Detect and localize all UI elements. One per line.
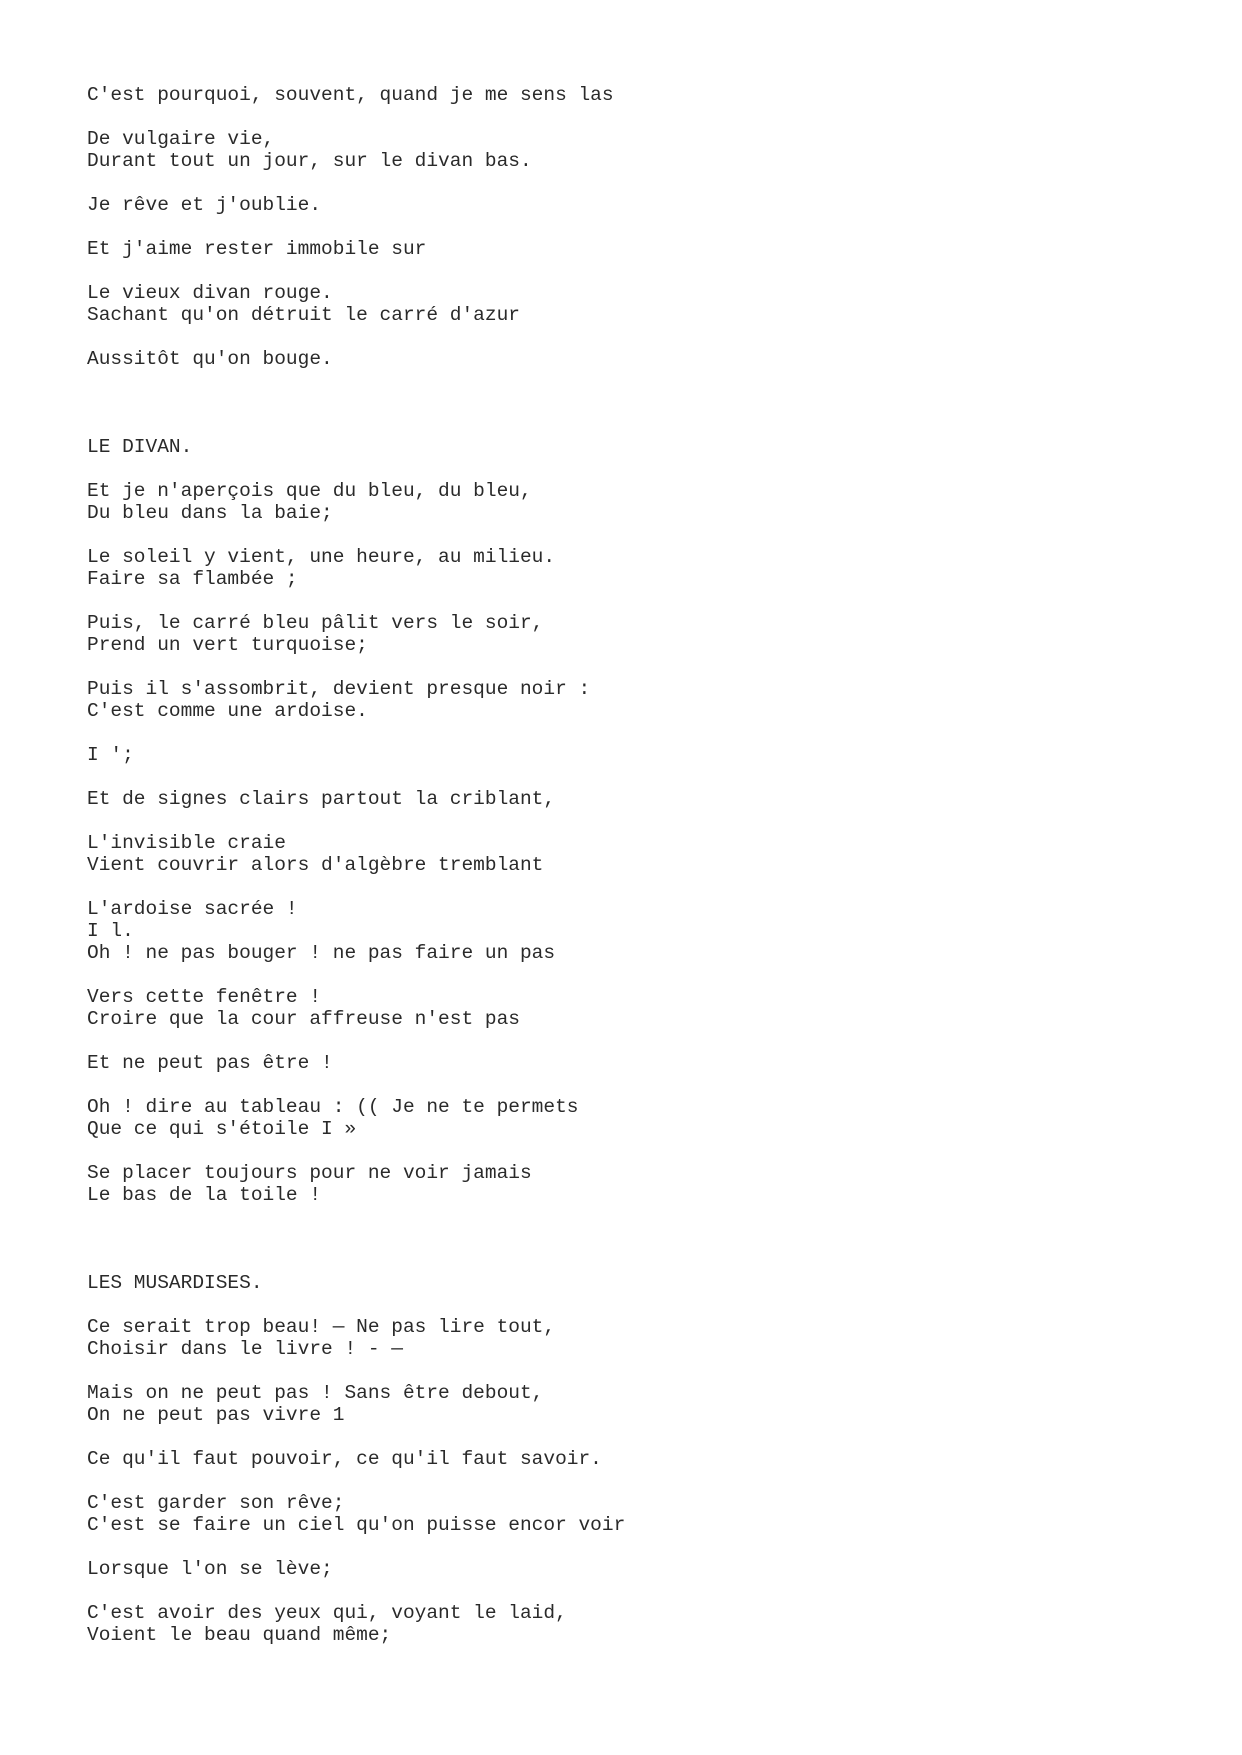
heading-text: LE DIVAN. xyxy=(87,436,193,458)
stanza xyxy=(87,1602,1187,1646)
stanza-gap xyxy=(87,458,1187,480)
stanza-gap xyxy=(87,590,1187,612)
verse-line: Que ce qui s'étoile I » xyxy=(87,1118,357,1140)
stanza xyxy=(87,1492,1187,1536)
stanza xyxy=(87,348,1187,370)
stanza-gap xyxy=(87,964,1187,986)
stanza-gap xyxy=(87,1580,1187,1602)
verse-line: Vient couvrir alors d'algèbre tremblant xyxy=(87,854,544,876)
stanza xyxy=(87,678,1187,722)
verse-line: Voient le beau quand même; xyxy=(87,1624,392,1646)
section-break xyxy=(87,370,1187,436)
stanza xyxy=(87,480,1187,524)
stanza xyxy=(87,744,1187,766)
stanza xyxy=(87,612,1187,656)
stanza xyxy=(87,788,1187,810)
verse-line: Ce serait trop beau! — Ne pas lire tout, xyxy=(87,1316,556,1338)
verse-line: Ce qu'il faut pouvoir, ce qu'il faut savoir. xyxy=(87,1448,602,1470)
stanza xyxy=(87,84,1187,106)
stanza-gap xyxy=(87,524,1187,546)
verse-line: L'ardoise sacrée ! xyxy=(87,898,298,920)
verse-line: Sachant qu'on détruit le carré d'azur xyxy=(87,304,520,326)
verse-line: Et ne peut pas être ! xyxy=(87,1052,333,1074)
verse-line: C'est comme une ardoise. xyxy=(87,700,368,722)
stanza xyxy=(87,1558,1187,1580)
verse-line: Puis, le carré bleu pâlit vers le soir, xyxy=(87,612,544,634)
document-page xyxy=(87,84,1187,1646)
stanza xyxy=(87,1052,1187,1074)
stanza-gap xyxy=(87,722,1187,744)
stanza-gap xyxy=(87,326,1187,348)
verse-line: C'est pourquoi, souvent, quand je me sens las xyxy=(87,84,614,106)
stanza-gap xyxy=(87,1140,1187,1162)
stanza xyxy=(87,1096,1187,1140)
stanza xyxy=(87,282,1187,326)
stanza xyxy=(87,1448,1187,1470)
verse-line: Durant tout un jour, sur le divan bas. xyxy=(87,150,532,172)
verse-line: Mais on ne peut pas ! Sans être debout, xyxy=(87,1382,544,1404)
stanza-gap xyxy=(87,106,1187,128)
stanza xyxy=(87,1382,1187,1426)
verse-line: Faire sa flambée ; xyxy=(87,568,298,590)
stanza-gap xyxy=(87,766,1187,788)
stanza xyxy=(87,832,1187,876)
verse-line: Je rêve et j'oublie. xyxy=(87,194,322,216)
stanza-gap xyxy=(87,810,1187,832)
verse-line: Croire que la cour affreuse n'est pas xyxy=(87,1008,520,1030)
verse-line: L'invisible craie xyxy=(87,832,286,854)
verse-line: Du bleu dans la baie; xyxy=(87,502,333,524)
stanza-gap xyxy=(87,656,1187,678)
verse-line: De vulgaire vie, xyxy=(87,128,275,150)
stanza-gap xyxy=(87,1426,1187,1448)
section-break xyxy=(87,1206,1187,1272)
stanza-gap xyxy=(87,172,1187,194)
stanza-gap xyxy=(87,876,1187,898)
stanza xyxy=(87,128,1187,172)
verse-line: C'est avoir des yeux qui, voyant le laid, xyxy=(87,1602,567,1624)
stanza-gap xyxy=(87,260,1187,282)
stanza-gap xyxy=(87,1470,1187,1492)
stanza xyxy=(87,238,1187,260)
verse-line: Choisir dans le livre ! - — xyxy=(87,1338,403,1360)
stanza-gap xyxy=(87,1360,1187,1382)
stanza-gap xyxy=(87,1074,1187,1096)
stanza xyxy=(87,986,1187,1030)
stanza-gap xyxy=(87,1030,1187,1052)
stanza xyxy=(87,1162,1187,1206)
verse-line: Prend un vert turquoise; xyxy=(87,634,368,656)
verse-line: Et j'aime rester immobile sur xyxy=(87,238,427,260)
section-heading xyxy=(87,436,1187,458)
verse-line: Le soleil y vient, une heure, au milieu. xyxy=(87,546,556,568)
verse-line: Oh ! dire au tableau : (( Je ne te permets xyxy=(87,1096,579,1118)
stanza xyxy=(87,194,1187,216)
verse-line: I '; xyxy=(87,744,134,766)
stanza xyxy=(87,898,1187,964)
section-heading xyxy=(87,1272,1187,1294)
verse-line: Puis il s'assombrit, devient presque noir : xyxy=(87,678,591,700)
stanza-gap xyxy=(87,216,1187,238)
heading-text: LES MUSARDISES. xyxy=(87,1272,263,1294)
verse-line: Le bas de la toile ! xyxy=(87,1184,322,1206)
verse-line: Oh ! ne pas bouger ! ne pas faire un pas xyxy=(87,942,556,964)
verse-line: C'est se faire un ciel qu'on puisse encor voir xyxy=(87,1514,626,1536)
stanza-gap xyxy=(87,1294,1187,1316)
verse-line: Et de signes clairs partout la criblant, xyxy=(87,788,556,810)
verse-line: Se placer toujours pour ne voir jamais xyxy=(87,1162,532,1184)
verse-line: C'est garder son rêve; xyxy=(87,1492,345,1514)
verse-line: I l. xyxy=(87,920,134,942)
verse-line: Et je n'aperçois que du bleu, du bleu, xyxy=(87,480,532,502)
stanza xyxy=(87,1316,1187,1360)
verse-line: On ne peut pas vivre 1 xyxy=(87,1404,345,1426)
verse-line: Le vieux divan rouge. xyxy=(87,282,333,304)
stanza xyxy=(87,546,1187,590)
verse-line: Aussitôt qu'on bouge. xyxy=(87,348,333,370)
stanza-gap xyxy=(87,1536,1187,1558)
verse-line: Vers cette fenêtre ! xyxy=(87,986,322,1008)
verse-line: Lorsque l'on se lève; xyxy=(87,1558,333,1580)
